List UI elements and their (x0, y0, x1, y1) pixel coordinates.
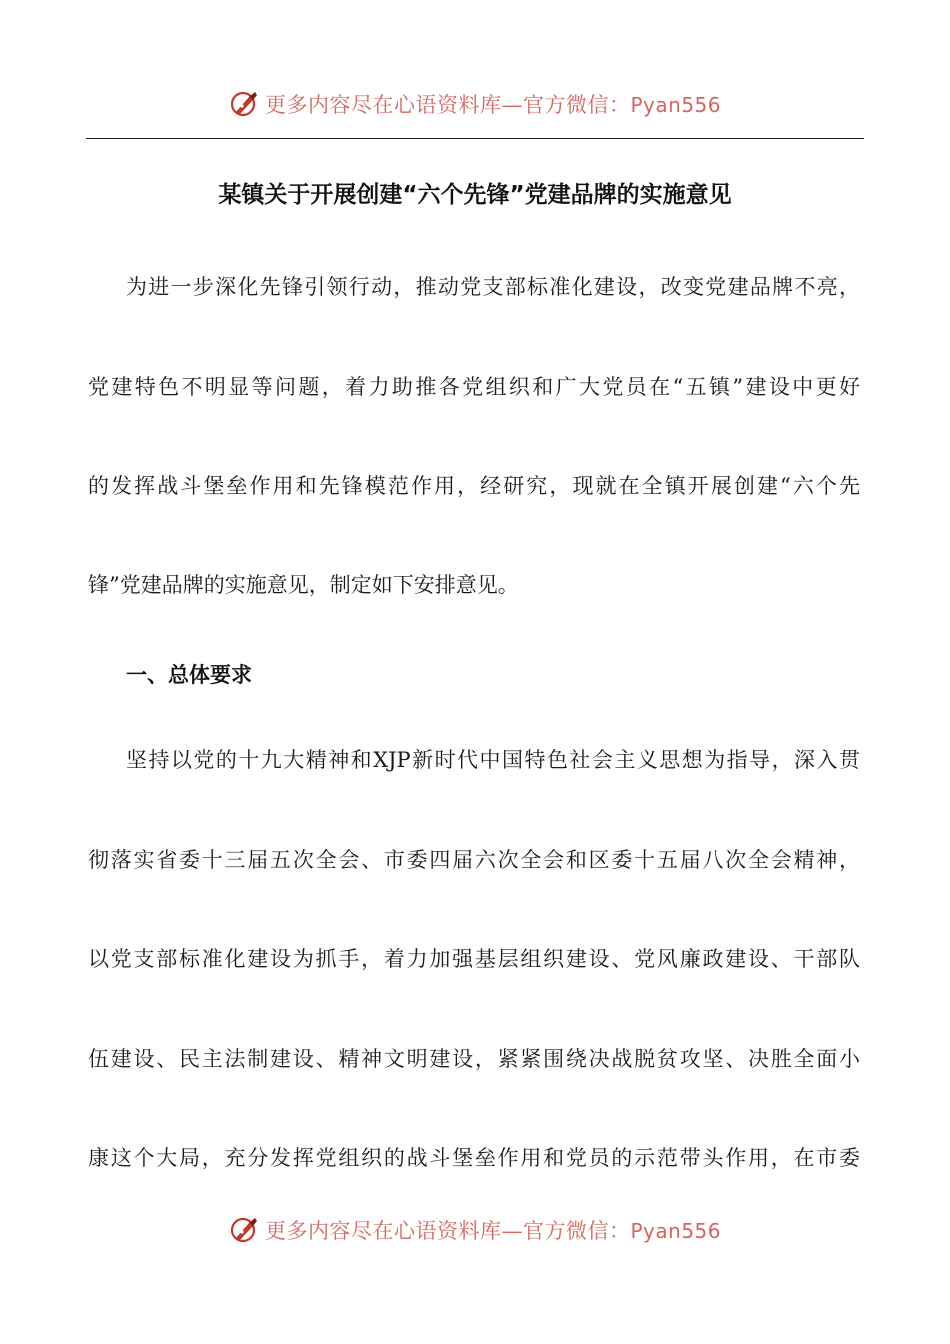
pen-nib-logo-icon (229, 89, 259, 119)
watermark-text: 更多内容尽在心语资料库—官方微信：Pyan556 (264, 1219, 721, 1243)
paragraph-line: 锋”党建品牌的实施意见，制定如下安排意见。 (88, 573, 519, 597)
paragraph-line: 党建特色不明显等问题，着力助推各党组织和广大党员在“五镇”建设中更好 (88, 375, 860, 399)
paragraph-line: 伍建设、民主法制建设、精神文明建设，紧紧围绕决战脱贫攻坚、决胜全面小 (88, 1047, 860, 1071)
section-heading: 一、总体要求 (126, 663, 252, 687)
header-watermark (0, 84, 950, 124)
watermark-text: 更多内容尽在心语资料库—官方微信：Pyan556 (264, 93, 721, 117)
footer-watermark (0, 1210, 950, 1250)
watermark-handle: Pyan556 (630, 1219, 721, 1243)
paragraph-line: 彻落实省委十三届五次全会、市委四届六次全会和区委十五届八次全会精神， (88, 848, 860, 872)
header-divider (86, 138, 864, 139)
pen-nib-logo-icon (229, 1215, 259, 1245)
paragraph-line: 为进一步深化先锋引领行动，推动党支部标准化建设，改变党建品牌不亮， (126, 275, 860, 299)
paragraph-line: 康这个大局，充分发挥党组织的战斗堡垒作用和党员的示范带头作用，在市委 (88, 1146, 860, 1170)
page-title: 某镇关于开展创建“六个先锋”党建品牌的实施意见 (218, 182, 732, 208)
paragraph-line: 的发挥战斗堡垒作用和先锋模范作用，经研究，现就在全镇开展创建“六个先 (88, 474, 860, 498)
watermark-handle: Pyan556 (630, 93, 721, 117)
paragraph-line: 坚持以党的十九大精神和XJP新时代中国特色社会主义思想为指导，深入贯 (126, 748, 860, 772)
paragraph-line: 以党支部标准化建设为抓手，着力加强基层组织建设、党风廉政建设、干部队 (88, 947, 860, 971)
